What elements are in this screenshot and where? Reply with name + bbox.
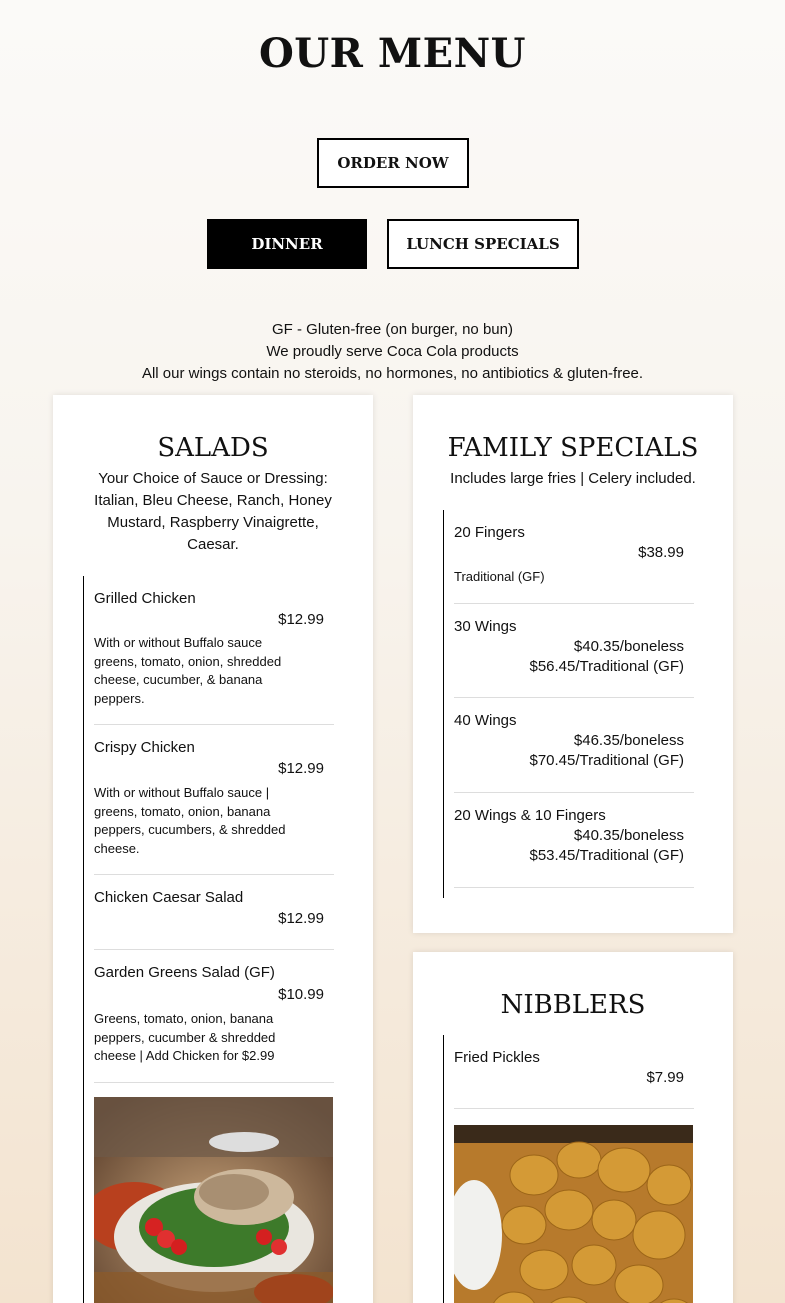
item-description-line: cheese | Add Chicken for $2.99	[94, 1048, 275, 1063]
item-name: Fried Pickles	[454, 1049, 540, 1066]
item-name: Grilled Chicken	[94, 590, 196, 607]
item-price-line: $38.99	[638, 544, 684, 561]
item-price-line: $70.45/Traditional (GF)	[529, 752, 684, 769]
list-item[interactable]	[94, 875, 334, 950]
fried-pickles-photo	[454, 1125, 693, 1303]
item-description-line: With or without Buffalo sauce |	[94, 785, 270, 800]
nibblers-item-list	[443, 1035, 694, 1303]
item-description-line: cheese, cucumber, & banana	[94, 672, 263, 687]
family-specials-subtitle: Includes large fries | Celery included.	[450, 470, 696, 487]
item-price: $10.99	[278, 986, 324, 1003]
item-description: Traditional (GF)	[454, 569, 545, 584]
item-description-line: cheese.	[94, 840, 140, 856]
menu-notes	[0, 319, 785, 385]
fried-pickles-photo-image	[454, 1125, 693, 1303]
page-title: OUR MENU	[258, 30, 527, 77]
item-price	[638, 543, 684, 563]
item-price	[529, 731, 684, 771]
salads-card	[53, 395, 373, 1303]
item-price: $12.99	[278, 910, 324, 927]
item-description	[94, 634, 281, 708]
order-now-button[interactable]: ORDER NOW	[317, 138, 469, 188]
item-description	[94, 784, 286, 858]
item-price-line: $46.35/boneless	[573, 732, 684, 749]
item-description-line: Greens, tomato, onion, banana	[94, 1011, 274, 1026]
list-item[interactable]	[454, 1035, 694, 1109]
salads-subtitle-line: Italian, Bleu Cheese, Ranch, Honey	[94, 492, 332, 509]
salads-subtitle-line: Your Choice of Sauce or Dressing:	[98, 470, 328, 487]
list-item[interactable]	[454, 793, 694, 888]
item-description-line: peppers, cucumbers, & shredded	[94, 822, 286, 837]
family-specials-title: FAMILY SPECIALS	[447, 433, 699, 463]
salads-subtitle-line: Caesar.	[187, 536, 239, 553]
item-price-line: $56.45/Traditional (GF)	[529, 658, 684, 675]
family-specials-card	[413, 395, 733, 933]
tab-dinner[interactable]: DINNER	[207, 219, 367, 269]
item-description-line: greens, tomato, onion, shredded	[94, 653, 282, 669]
item-description-line: peppers.	[94, 690, 145, 706]
salad-photo	[94, 1097, 333, 1303]
note-gluten-free: GF - Gluten-free (on burger, no bun)	[272, 321, 513, 338]
item-name: Chicken Caesar Salad	[94, 889, 244, 906]
list-item[interactable]	[94, 950, 334, 1083]
family-item-list	[443, 510, 694, 898]
list-item[interactable]	[94, 576, 334, 725]
list-item[interactable]	[454, 698, 694, 793]
item-price: $7.99	[646, 1069, 684, 1086]
item-price-line: $40.35/boneless	[573, 638, 684, 655]
salads-title: SALADS	[157, 433, 269, 463]
item-price: $12.99	[278, 611, 324, 628]
item-price	[529, 826, 684, 866]
note-coca-cola: We proudly serve Coca Cola products	[266, 343, 519, 360]
nibblers-title: NIBBLERS	[500, 990, 646, 1020]
tab-lunch-specials[interactable]: LUNCH SPECIALS	[387, 219, 579, 269]
item-name: 20 Wings & 10 Fingers	[454, 807, 606, 824]
item-description-line: peppers, cucumber & shredded	[94, 1029, 276, 1045]
item-description	[94, 1010, 275, 1066]
salad-photo-image	[94, 1097, 333, 1303]
item-description-line: greens, tomato, onion, banana	[94, 803, 271, 819]
salads-subtitle-line: Mustard, Raspberry Vinaigrette,	[107, 514, 319, 531]
item-price-line: $40.35/boneless	[573, 827, 684, 844]
item-name: 20 Fingers	[454, 524, 525, 541]
item-price: $12.99	[278, 760, 324, 777]
item-name: Garden Greens Salad (GF)	[94, 964, 275, 981]
salads-item-list	[83, 576, 334, 1303]
item-price	[529, 637, 684, 677]
list-item[interactable]	[94, 725, 334, 875]
item-description-line: With or without Buffalo sauce	[94, 635, 263, 650]
item-name: 30 Wings	[454, 618, 517, 635]
item-price-line: $53.45/Traditional (GF)	[529, 847, 684, 864]
item-name: 40 Wings	[454, 712, 517, 729]
list-item[interactable]	[454, 510, 694, 604]
nibblers-card	[413, 952, 733, 1303]
list-item[interactable]	[454, 604, 694, 698]
item-name: Crispy Chicken	[94, 739, 195, 756]
note-wings: All our wings contain no steroids, no hormones, no antibiotics & gluten-free.	[141, 365, 644, 382]
salads-subtitle	[53, 468, 373, 556]
